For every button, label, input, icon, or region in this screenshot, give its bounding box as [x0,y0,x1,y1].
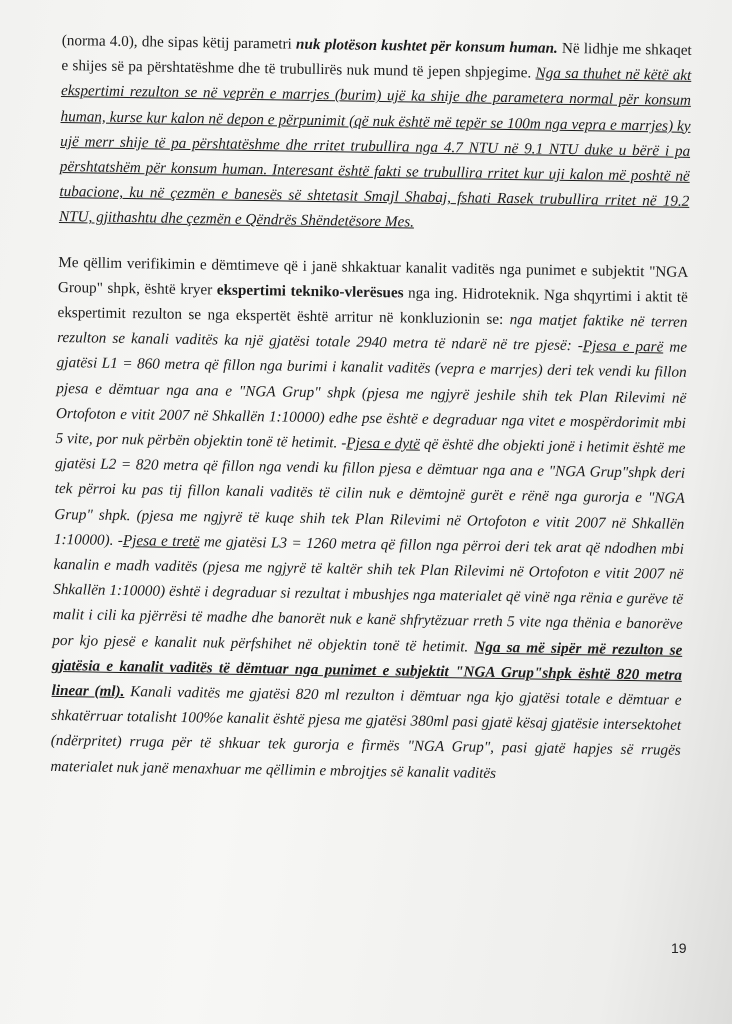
italic-span: Kanali vaditës me gjatësi 820 ml rezulton i dëmtuar nga kjo gjatësi totale e dëmtuar e shkatërruar totalisht 100%e kanalit është pjesa me gjatësi 380ml pasi gjatë kësaj gjatësie intersektohet (ndërpritet) rruga për të shkuar tek gurorja e firmës "NGA Grup", pasi gjatë hapjes së rrugës materialet nuk janë menaxhuar me qëllimin e mbrojtjes së kanalit vaditës [50,683,682,782]
body-text [50,28,692,797]
text-span: (norma 4.0), dhe sipas këtij parametri [61,31,297,53]
underlined-italic-span: Pjesa e dytë [346,434,421,453]
bold-span: ekspertimi tekniko-vlerësues [216,281,404,302]
emphasis-span: nuk plotëson kushtet për konsum human. [295,35,558,57]
italic-span: që është dhe objekti jonë i hetimit është me gjatësi L2 = 820 metra që fillon nga vendi ku fillon pjesa e dëmtuar nga ana e "NGA Grup"shpk deri tek përroi ku pas tij fillon kanali vaditës të cilin nuk e dëmtojnë gurët e rënë nga gurorja e "NGA Grup" shpk. (pjesa me ngjyrë të kuqe shih tek Plan Rilevimi në Ortofoton e vitit 2007 në Shkallën 1:10000). - [53,435,686,549]
text-span: Me qëllim verifikimin e dëmtimeve që i janë shkaktuar kanalit vaditës nga punimet e subjektit "NGA Group" shpk, është kryer [57,253,689,299]
text-span: Në lidhje me shkaqet e shijes së pa përshtatëshme dhe të trubullirës nuk mund të jepen shpjegime. [61,39,692,82]
italic-span: nga matjet faktike në terren rezulton se kanali vaditës ka një gjatësi totale 2940 metra të ndarë në tre pjesë: - [57,311,688,355]
paragraph-water-quality [59,28,692,239]
italic-span: me gjatësi L3 = 1260 metra që fillon nga përroi deri tek arat që ndodhen mbi kanalin e madh vaditës (pjesa me ngjyrë të kaltër shih tek Plan Rilevimi në Ortofoton e vitit 2007 në Shkallën 1:10000) është i degraduar si rezultat i mbushjes nga materialet që vinë nga rënia e gurëve të malit i cili ka pjërrësi të madhe dhe banorët nuk e kanë shfrytëzuar rreth 5 vite nga thënia e banorëve por kjo pjesë e kanalit nuk përfshihet në objektin tonë të hetimit. [52,533,685,656]
underlined-italic-span: Pjesa e tretë [122,531,200,551]
bold-underlined-italic-span: Nga sa më sipër më rezulton se gjatësia e kanalit vaditës të dëmtuar nga punimet e subjektit "NGA Grup"shpk është 820 metra linear (ml). [51,638,683,701]
paragraph-canal-expertise [50,250,688,789]
underlined-italic-span: Pjesa e parë [582,337,664,356]
italic-span: me gjatësi L1 = 860 metra që fillon nga burimi i kanalit vaditës (vepra e marrjes) deri tek vendi ku fillon pjesa e dëmtuar nga ana e "NGA Grup" shpk (pjesa me ngjyrë jeshile shih tek Plan Rilevimi në Ortofoton e vitit 2007 në Shkallën 1:10000) edhe pse është e degraduar nga vitet e mospërdorimit mbi 5 vite, por nuk përbën objektin tonë të hetimit. - [55,338,688,452]
text-span: nga ing. Hidroteknik. Nga shqyrtimi i aktit të ekspertimit rezulton se nga ekspertët është arritur në konkluzionin se: [57,284,688,329]
page-number: 19 [671,940,687,956]
underlined-italic-span: Nga sa thuhet në këtë akt ekspertimi rezulton se në veprën e marrjes (burim) ujë ka shije dhe parametera normal për konsum human, kurse kur kalon në depon e përpunimit (që nuk është më tepër se 100m nga vepra e marrjes) ky ujë merr shije të pa përshtatëshme dhe rritet trubullira nga 4.7 NTU në 9.1 NTU duke u bërë i pa përshtatshëm për konsum human. Interesant është fakti se trubullira rritet kur uji kalon më poshtë në tubacione, ku në çezmën e banesës së shtetasit Smajl Shabaj, fshati Rasek trubullira rritet në 19.2 NTU, gjithashtu dhe çezmën e Qëndrës Shëndetësore Mes. [58,64,692,231]
